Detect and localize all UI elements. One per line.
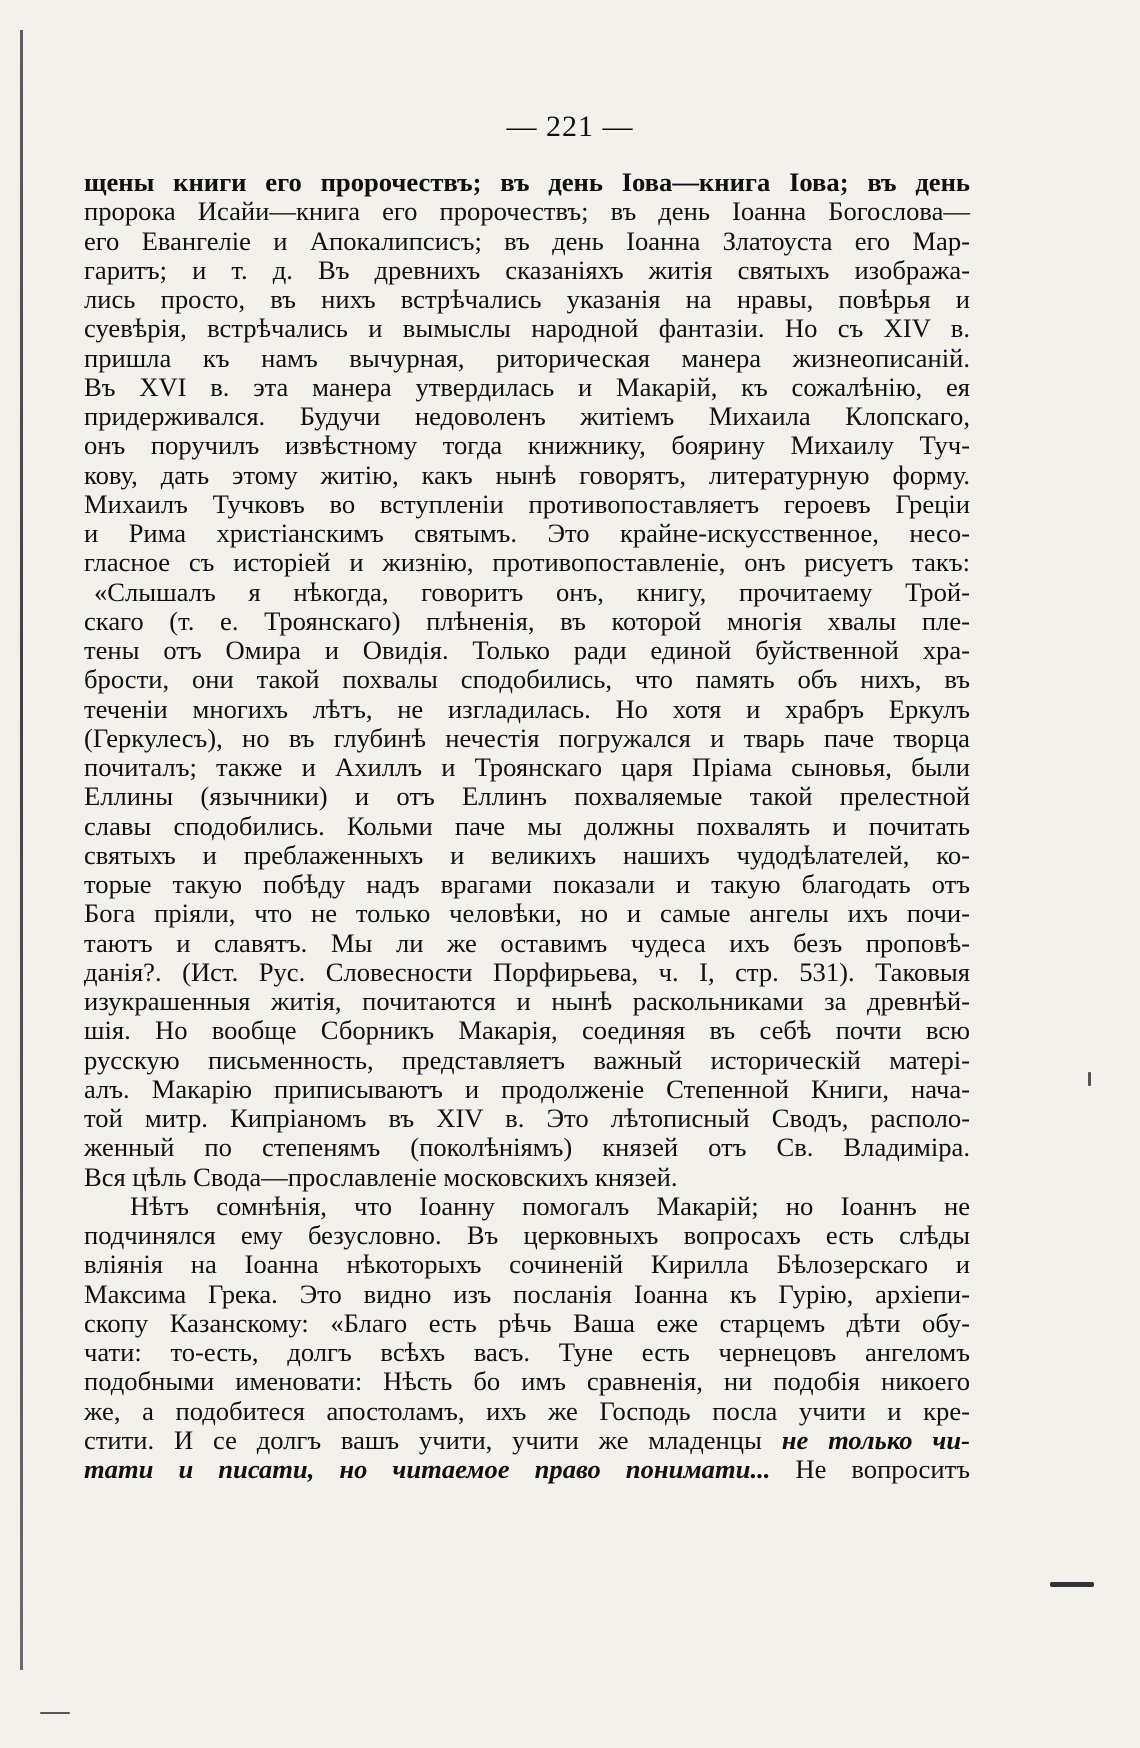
text-line: онъ поручилъ извѣстному тогда книжнику, боярину Михаилу Туч-: [84, 430, 970, 461]
text-run: стити. И се долгъ вашъ учити, учити же младенцы: [84, 1424, 762, 1455]
text-line: щены книги его пророчествъ; въ день Іова—книга Іова; въ день: [84, 167, 970, 197]
page-number: — 221 —: [506, 110, 634, 143]
text-line: пришла къ намъ вычурная, риторическая манера жизнеописаній.: [84, 342, 970, 373]
text-line: [84, 1426, 970, 1455]
text-line: Вся цѣль Свода—прославленіе московскихъ князей.: [84, 1161, 678, 1192]
scan-speck: [1050, 1582, 1094, 1587]
text-line: подобными именовати: Нѣсть бо имъ сравненія, ни подобія никоего: [84, 1366, 970, 1397]
text-line: кову, дать этому житію, какъ нынѣ говорятъ, литературную форму.: [84, 459, 970, 490]
text-line: скаго (т. е. Троянскаго) плѣненія, въ которой многія хвалы пле-: [84, 605, 970, 636]
text-line: брости, они такой похвалы сподобились, что память объ нихъ, въ: [84, 664, 970, 695]
text-line: подчинялся ему безусловно. Въ церковныхъ вопросахъ есть слѣды: [84, 1220, 970, 1250]
scan-speck: [1088, 1072, 1091, 1086]
text-line: славы сподобились. Кольми паче мы должны похвалять и почитать: [84, 810, 970, 841]
text-line: чати: то-есть, долгъ всѣхъ васъ. Туне есть чернецовъ ангеломъ: [84, 1337, 970, 1367]
text-line: суевѣрія, встрѣчались и вымыслы народной фантазіи. Но съ XIV в.: [84, 313, 970, 344]
text-line: торые такую побѣду надъ врагами показали и такую благодать отъ: [84, 869, 970, 899]
text-line: Михаилъ Тучковъ во вступленіи противопоставляетъ героевъ Греціи: [84, 488, 970, 519]
text-line: Бога пріяли, что не только человѣки, но и самые ангелы ихъ почи-: [84, 898, 970, 929]
text-line: [84, 1455, 970, 1484]
text-line: же, а подобитеся апостоламъ, ихъ же Господь посла учити и кре-: [84, 1395, 970, 1426]
italic-run: не только чи-: [781, 1424, 971, 1455]
text-line: (Геркулесъ), но въ глубинѣ нечестія погружался и тварь паче творца: [84, 722, 970, 753]
page-binding-edge: [20, 30, 23, 1670]
text-line: Въ XVI в. эта манера утвердилась и Макарій, къ сожалѣнію, ея: [84, 371, 970, 402]
scan-speck: [40, 1712, 70, 1714]
text-line: Нѣтъ сомнѣнія, что Іоанну помогалъ Макарій; но Іоаннъ не: [130, 1190, 970, 1221]
text-line: его Евангеліе и Апокалипсисъ; въ день Іоанна Златоуста его Мар-: [84, 225, 970, 256]
text-run: Не вопроситъ: [795, 1454, 970, 1484]
text-line: пророка Исайи—книга его пророчествъ; въ день Іоанна Богослова—: [84, 196, 970, 227]
text-line: гаритъ; и т. д. Въ древнихъ сказаніяхъ житія святыхъ изобража-: [84, 254, 970, 285]
text-line: Еллины (язычники) и отъ Еллинъ похваляемые такой прелестной: [84, 781, 970, 812]
text-line: Максима Грека. Это видно изъ посланія Іоанна къ Гурію, архіепи-: [84, 1278, 970, 1309]
text-line: изукрашенныя житія, почитаются и нынѣ раскольниками за древнѣй-: [84, 986, 970, 1016]
italic-run: но читаемое право понимати...: [339, 1454, 771, 1484]
text-line: гласное съ исторіей и жизнію, противопоставленіе, онъ рисуетъ такъ:: [84, 547, 970, 578]
text-line: алъ. Макарію приписываютъ и продолженіе Степенной Книги, нача-: [84, 1073, 970, 1104]
text-line: «Слышалъ я нѣкогда, говоритъ онъ, книгу, прочитаему Трой-: [94, 576, 970, 607]
text-line: таютъ и славятъ. Мы ли же оставимъ чудеса ихъ безъ проповѣ-: [84, 927, 970, 958]
text-line: лись просто, въ нихъ встрѣчались указанія на нравы, повѣрья и: [84, 284, 970, 314]
text-line: придерживался. Будучи недоволенъ житіемъ Михаила Клопскаго,: [84, 401, 970, 431]
text-line: шія. Но вообще Сборникъ Макарія, соединяя въ себѣ почти всю: [84, 1015, 970, 1046]
text-line: данія?. (Ист. Рус. Словесности Порфирьева, ч. I, стр. 531). Таковыя: [84, 956, 970, 987]
body-text: [84, 168, 970, 1484]
italic-run: тати и писати,: [84, 1454, 315, 1484]
text-line: вліянія на Іоанна нѣкоторыхъ сочиненій Кирилла Бѣлозерскаго и: [84, 1249, 970, 1280]
text-line: скопу Казанскому: «Благо есть рѣчь Ваша еже старцемъ дѣти обу-: [84, 1307, 970, 1338]
text-line: той митр. Кипріаномъ въ XIV в. Это лѣтописный Сводъ, располо-: [84, 1103, 970, 1133]
text-line: женный по степенямъ (поколѣніямъ) князей отъ Св. Владиміра.: [84, 1132, 970, 1163]
text-line: святыхъ и преблаженныхъ и великихъ нашихъ чудодѣлателей, ко-: [84, 839, 970, 870]
text-line: русскую письменность, представляетъ важный историческій матері-: [84, 1044, 970, 1075]
text-line: теченіи многихъ лѣтъ, не изгладилась. Но хотя и храбръ Еркулъ: [84, 693, 970, 724]
text-line: и Рима христіанскимъ святымъ. Это крайне-искусственное, несо-: [84, 518, 970, 548]
text-line: тены отъ Омира и Овидія. Только ради единой буйственной хра-: [84, 635, 970, 665]
text-line: почиталъ; также и Ахиллъ и Троянскаго царя Пріама сыновья, были: [84, 752, 970, 782]
